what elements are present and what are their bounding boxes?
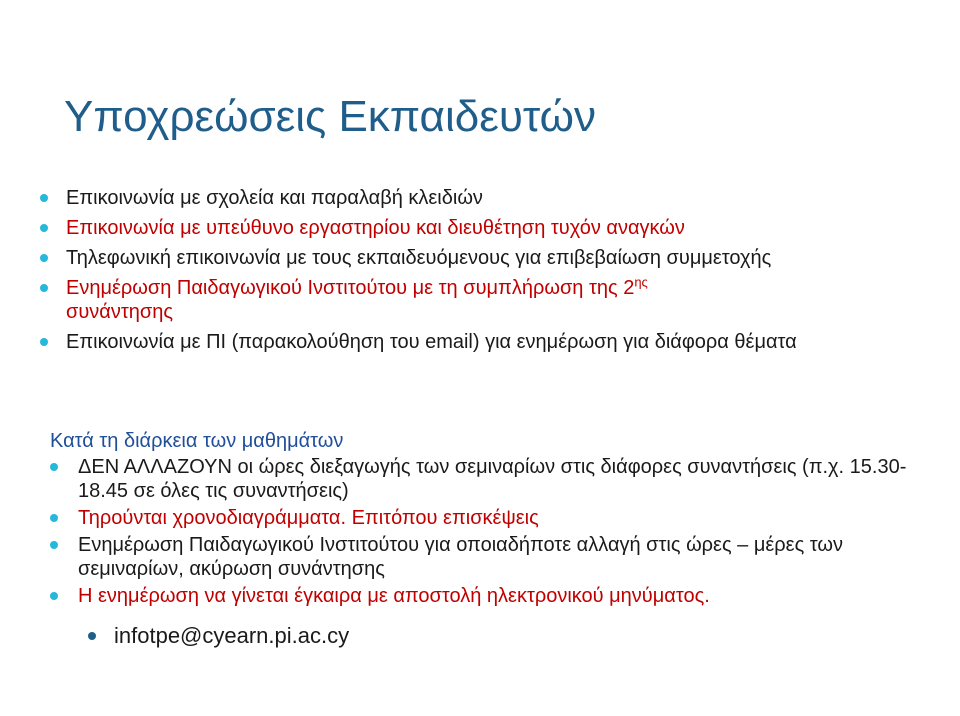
bullet-icon <box>88 632 96 640</box>
bullet-icon <box>50 541 58 549</box>
list-item <box>40 276 920 324</box>
bullet-icon <box>40 254 48 262</box>
during-classes-list <box>50 455 920 611</box>
bullet-icon <box>40 224 48 232</box>
list-item-text: Επικοινωνία με σχολεία και παραλαβή κλειδιών <box>66 187 483 209</box>
bullet-icon <box>50 592 58 600</box>
bullet-icon <box>50 463 58 471</box>
list-item <box>50 455 920 503</box>
list-item <box>50 584 920 608</box>
bullet-icon <box>50 514 58 522</box>
email-link[interactable]: infotpe@cyearn.pi.ac.cy <box>114 623 350 648</box>
page-title: Υποχρεώσεις Εκπαιδευτών <box>64 92 597 141</box>
list-item <box>40 246 920 270</box>
list-item-text: ΔΕΝ ΑΛΛΑΖΟΥΝ οι ώρες διεξαγωγής των σεμιναρίων στις διάφορες συναντήσεις (π.χ. 15.30-18.45 σε όλες τις συναντήσεις) <box>78 456 907 502</box>
bullet-icon <box>40 194 48 202</box>
bullet-icon <box>40 338 48 346</box>
list-item-text: Ενημέρωση Παιδαγωγικού Ινστιτούτου για οποιαδήποτε αλλαγή στις ώρες – μέρες των σεμιναρίων, ακύρωση συνάντησης <box>78 534 844 580</box>
email-item <box>88 623 349 649</box>
section-heading: Κατά τη διάρκεια των μαθημάτων <box>50 430 344 452</box>
list-item-text: Τηρούνται χρονοδιαγράμματα. Επιτόπου επισκέψεις <box>78 507 539 529</box>
list-item-text <box>66 274 648 323</box>
superscript: ης <box>634 274 648 290</box>
list-item <box>40 186 920 210</box>
responsibilities-list <box>40 186 920 360</box>
bullet-icon <box>40 284 48 292</box>
list-item-text: Επικοινωνία με ΠΙ (παρακολούθηση του email) για ενημέρωση για διάφορα θέματα <box>66 331 797 353</box>
list-item-text: Η ενημέρωση να γίνεται έγκαιρα με αποστολή ηλεκτρονικού μηνύματος. <box>78 585 710 607</box>
list-item-text-part: συνάντησης <box>66 301 173 323</box>
list-item <box>40 216 920 240</box>
list-item <box>40 330 920 354</box>
list-item <box>50 506 920 530</box>
list-item-text-part: Ενημέρωση Παιδαγωγικού Ινστιτούτου με τη συμπλήρωση της 2 <box>66 277 635 299</box>
list-item-text: Τηλεφωνική επικοινωνία με τους εκπαιδευόμενους για επιβεβαίωση συμμετοχής <box>66 247 772 269</box>
list-item <box>50 533 920 581</box>
list-item-text: Επικοινωνία με υπεύθυνο εργαστηρίου και διευθέτηση τυχόν αναγκών <box>66 217 685 239</box>
